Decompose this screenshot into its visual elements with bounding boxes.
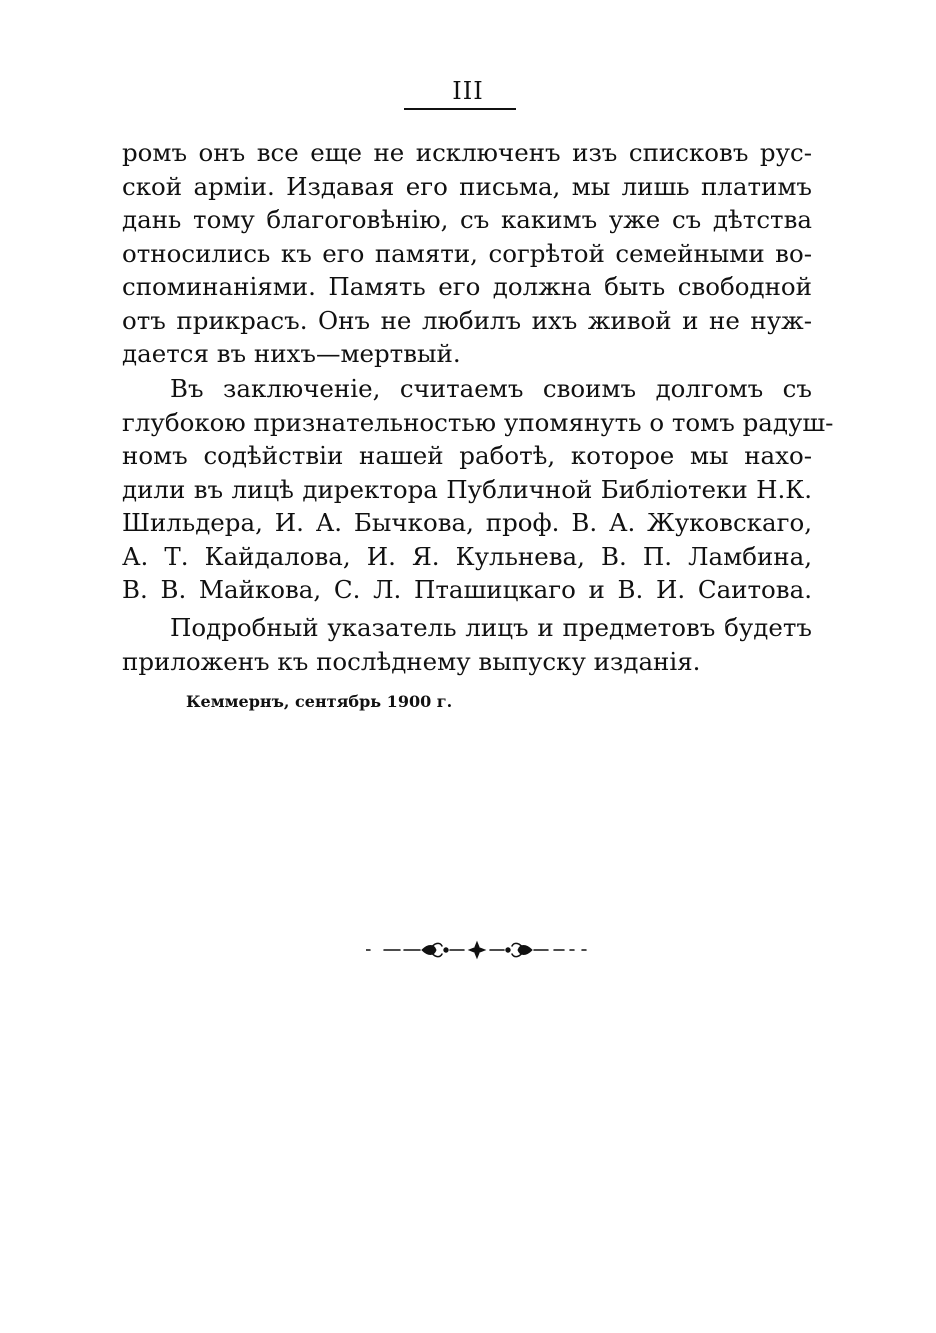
floral-divider-icon — [366, 938, 588, 962]
text-line: Подробный указатель лицъ и предметовъ будетъ — [170, 613, 812, 642]
text-line: отъ прикрасъ. Онъ не любилъ ихъ живой и не нуж- — [122, 305, 812, 335]
text-line: дили въ лицѣ директора Публичной Библіотеки Н.К. — [122, 474, 812, 504]
signature-place-date: Кеммернъ, сентябрь 1900 г. — [186, 692, 453, 711]
text-line: В. В. Майкова, С. Л. Пташицкаго и В. И. Саитова. — [122, 575, 812, 604]
text-line: дается въ нихъ—мертвый. — [122, 339, 461, 368]
paragraph-3 — [122, 611, 812, 678]
text-line: дань тому благоговѣнію, съ какимъ уже съ дѣтства — [122, 205, 812, 234]
text-line: приложенъ къ послѣднему выпуску изданія. — [122, 646, 701, 676]
text-line: Въ заключеніе, считаемъ своимъ долгомъ съ — [170, 374, 812, 403]
paragraph-1 — [122, 136, 812, 371]
text-line: ской арміи. Издавая его письма, мы лишь платимъ — [122, 171, 812, 201]
text-line: споминаніями. Память его должна быть свободной — [122, 272, 812, 301]
page-number-rule — [404, 108, 516, 110]
text-line: глубокою признательностью упомянуть о томъ радуш- — [122, 407, 834, 437]
text-line: Шильдера, И. А. Бычкова, проф. В. А. Жуковскаго, — [122, 508, 812, 537]
paragraph-2 — [122, 372, 834, 607]
page-number: III — [452, 77, 484, 105]
text-line: ромъ онъ все еще не исключенъ изъ списковъ рус- — [122, 138, 812, 167]
text-line: номъ содѣйствіи нашей работѣ, которое мы нахо- — [122, 441, 812, 470]
text-line: А. Т. Кайдалова, И. Я. Кульнева, В. П. Ламбина, — [122, 541, 812, 571]
text-line: относились къ его памяти, согрѣтой семейными во- — [122, 238, 812, 268]
